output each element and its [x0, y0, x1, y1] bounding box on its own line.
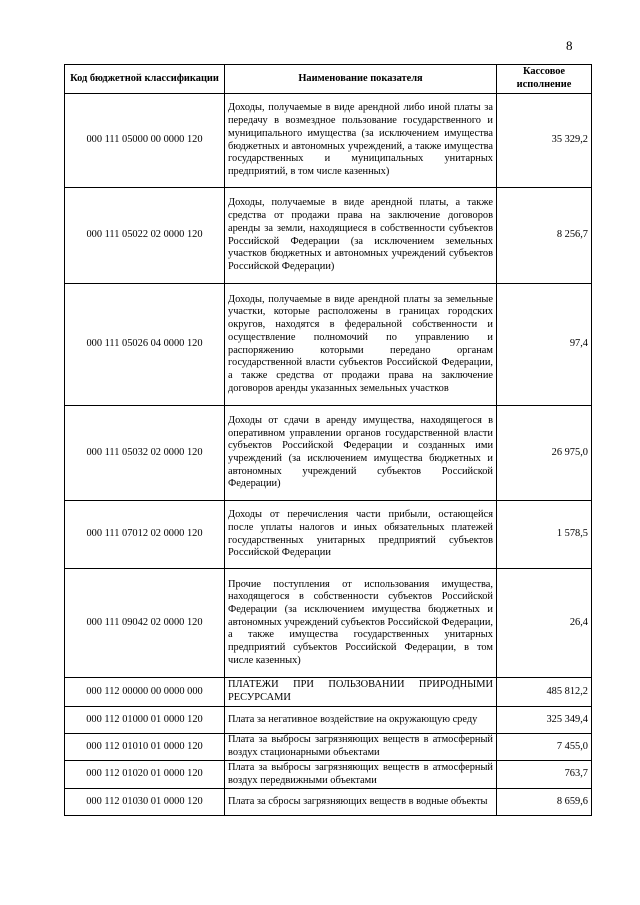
- row-amount: 8 659,6: [497, 789, 592, 816]
- row-amount: 97,4: [497, 284, 592, 406]
- table-row: [65, 94, 592, 188]
- row-name: Плата за сбросы загрязняющих веществ в водные объекты: [225, 789, 497, 816]
- row-code: 000 112 01000 01 0000 120: [65, 707, 225, 734]
- header-code: Код бюджетной классификации: [65, 65, 225, 94]
- table-header-row: [65, 65, 592, 94]
- table-row: [65, 707, 592, 734]
- row-name: Плата за негативное воздействие на окружающую среду: [225, 707, 497, 734]
- row-name: Доходы от сдачи в аренду имущества, находящегося в оперативном управлении органов государственной власти субъектов Российской Федерации и созданных ими учреждений (за исключением имущества бюджетных и автономных учреждений субъектов Российской Федерации): [225, 406, 497, 501]
- row-amount: 35 329,2: [497, 94, 592, 188]
- row-code: 000 112 01010 01 0000 120: [65, 734, 225, 761]
- row-name: Плата за выбросы загрязняющих веществ в атмосферный воздух стационарными объектами: [225, 734, 497, 761]
- row-name: Доходы, получаемые в виде арендной платы, а также средства от продажи права на заключение договоров аренды за земли, находящиеся в собственности субъектов Российской Федерации (за исключением земельных участков бюджетных и автономных учреждений субъектов Российской Федерации): [225, 188, 497, 284]
- row-name: ПЛАТЕЖИ ПРИ ПОЛЬЗОВАНИИ ПРИРОДНЫМИ РЕСУРСАМИ: [225, 678, 497, 707]
- budget-table: [64, 64, 592, 816]
- row-amount: 763,7: [497, 761, 592, 789]
- page-number: 8: [566, 38, 573, 53]
- row-amount: 8 256,7: [497, 188, 592, 284]
- row-code: 000 111 05026 04 0000 120: [65, 284, 225, 406]
- row-code: 000 112 00000 00 0000 000: [65, 678, 225, 707]
- row-amount: 1 578,5: [497, 501, 592, 569]
- row-amount: 485 812,2: [497, 678, 592, 707]
- table-row: [65, 734, 592, 761]
- row-amount: 26,4: [497, 569, 592, 678]
- row-amount: 26 975,0: [497, 406, 592, 501]
- table-row: [65, 761, 592, 789]
- row-name: Доходы, получаемые в виде арендной платы за земельные участки, которые расположены в границах городских округов, находятся в федеральной собственности и осуществление полномочий по управлению и распоряжению которыми передано органам государственной власти субъектов Российской Федерации, а также средства от продажи права на заключение договоров аренды указанных земельных участков: [225, 284, 497, 406]
- table-row: [65, 284, 592, 406]
- row-code: 000 111 07012 02 0000 120: [65, 501, 225, 569]
- row-name: Доходы от перечисления части прибыли, остающейся после уплаты налогов и иных обязательных платежей государственных унитарных предприятий субъектов Российской Федерации: [225, 501, 497, 569]
- row-amount: 7 455,0: [497, 734, 592, 761]
- row-code: 000 111 09042 02 0000 120: [65, 569, 225, 678]
- table-row: [65, 678, 592, 707]
- header-amount: Кассовое исполнение: [497, 65, 592, 94]
- table-row: [65, 188, 592, 284]
- table-row: [65, 569, 592, 678]
- row-code: 000 112 01030 01 0000 120: [65, 789, 225, 816]
- table-row: [65, 406, 592, 501]
- table-row: [65, 501, 592, 569]
- row-amount: 325 349,4: [497, 707, 592, 734]
- row-code: 000 111 05032 02 0000 120: [65, 406, 225, 501]
- row-code: 000 112 01020 01 0000 120: [65, 761, 225, 789]
- row-name: Прочие поступления от использования имущества, находящегося в собственности субъектов Российской Федерации (за исключением имущества бюджетных и автономных учреждений субъектов Российской Федерации, а также имущества государственных унитарных предприятий субъектов Российской Федерации, в том числе казенных): [225, 569, 497, 678]
- row-name: Плата за выбросы загрязняющих веществ в атмосферный воздух передвижными объектами: [225, 761, 497, 789]
- table-row: [65, 789, 592, 816]
- row-code: 000 111 05022 02 0000 120: [65, 188, 225, 284]
- row-code: 000 111 05000 00 0000 120: [65, 94, 225, 188]
- header-name: Наименование показателя: [225, 65, 497, 94]
- row-name: Доходы, получаемые в виде арендной либо иной платы за передачу в возмездное пользование государственного и муниципального имущества (за исключением имущества бюджетных и автономных учреждений, а также имущества государственных и муниципальных унитарных предприятий, в том числе казенных): [225, 94, 497, 188]
